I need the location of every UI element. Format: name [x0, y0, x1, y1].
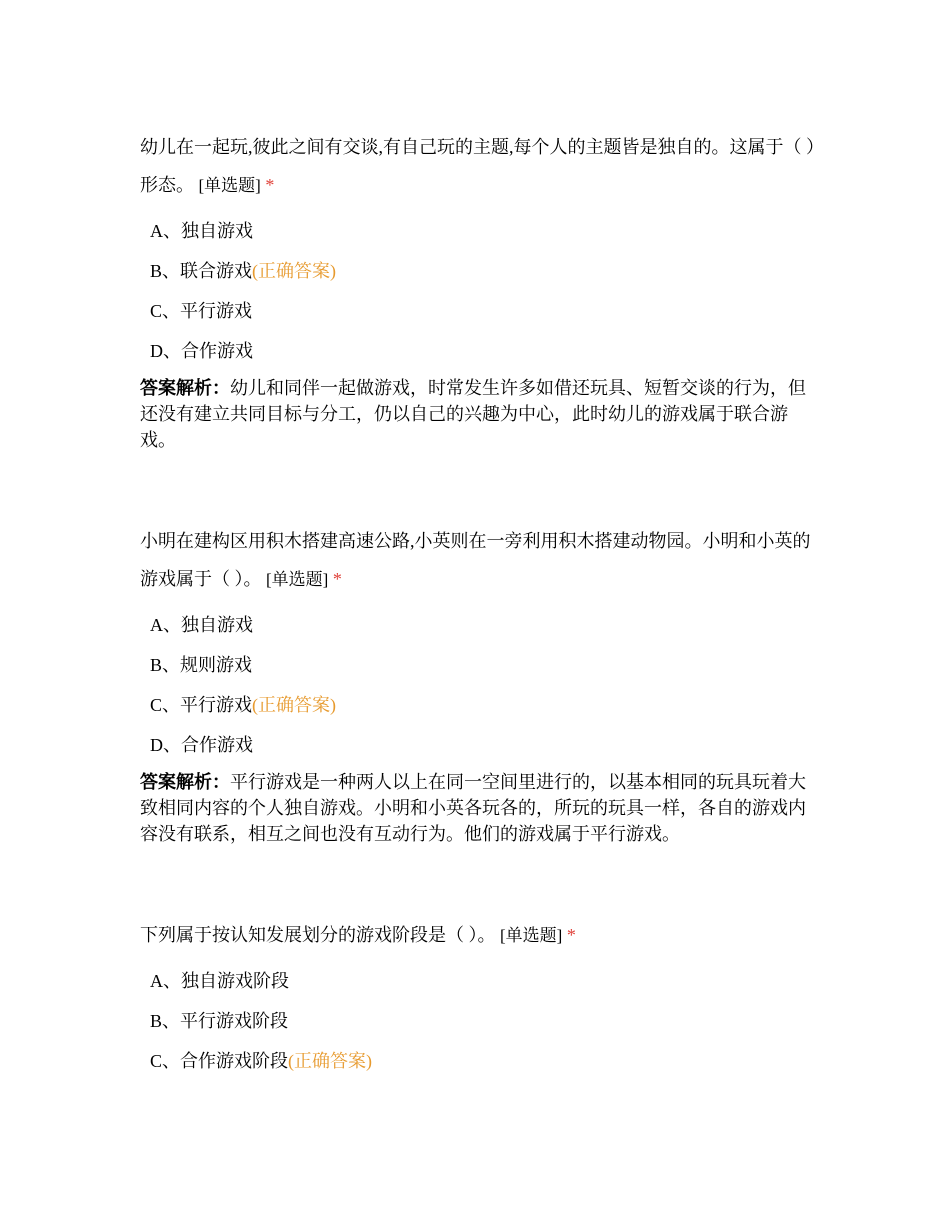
correct-answer-tag: (正确答案): [288, 1051, 373, 1071]
option-label: A、独自游戏阶段: [150, 971, 289, 991]
option-a: [140, 961, 820, 1001]
question-text: [140, 128, 820, 205]
option-c: [140, 291, 820, 331]
option-d: [140, 331, 820, 371]
question-text: [140, 916, 820, 955]
option-label: C、平行游戏: [150, 695, 253, 715]
correct-answer-tag: (正确答案): [252, 261, 337, 281]
question-type: [单选题]: [266, 570, 329, 589]
question-text: [140, 522, 820, 599]
option-c: [140, 1041, 820, 1081]
option-label: B、联合游戏: [150, 261, 253, 281]
option-d: [140, 725, 820, 765]
options-list: [140, 211, 820, 371]
option-label: B、规则游戏: [150, 655, 253, 675]
question-1: [140, 128, 820, 453]
analysis-label: 答案解析：: [140, 378, 230, 398]
question-2: [140, 522, 820, 847]
option-label: B、平行游戏阶段: [150, 1011, 289, 1031]
answer-analysis: [140, 769, 820, 847]
option-label: C、平行游戏: [150, 301, 253, 321]
option-a: [140, 211, 820, 251]
option-label: A、独自游戏: [150, 221, 253, 241]
option-label: D、合作游戏: [150, 735, 253, 755]
required-marker: *: [566, 925, 576, 945]
option-label: D、合作游戏: [150, 341, 253, 361]
question-type: [单选题]: [500, 926, 563, 945]
analysis-text: 平行游戏是一种两人以上在同一空间里进行的，以基本相同的玩具玩着大致相同内容的个人独自游戏。小明和小英各玩各的，所玩的玩具一样，各自的游戏内容没有联系，相互之间也没有互动行为。他们的游戏属于平行游戏。: [140, 772, 806, 844]
options-list: [140, 961, 820, 1081]
option-b: [140, 1001, 820, 1041]
question-stem: 下列属于按认知发展划分的游戏阶段是（ ）。: [140, 925, 496, 945]
question-3: [140, 916, 820, 1081]
option-label: A、独自游戏: [150, 615, 253, 635]
answer-analysis: [140, 375, 820, 453]
option-c: [140, 685, 820, 725]
option-b: [140, 251, 820, 291]
analysis-label: 答案解析：: [140, 772, 230, 792]
correct-answer-tag: (正确答案): [252, 695, 337, 715]
option-b: [140, 645, 820, 685]
question-stem: 小明在建构区用积木搭建高速公路,小英则在一旁利用积木搭建动物园。小明和小英的游戏属于（ ）。: [140, 531, 811, 589]
required-marker: *: [265, 175, 275, 195]
option-a: [140, 605, 820, 645]
required-marker: *: [332, 569, 342, 589]
question-stem: 幼儿在一起玩,彼此之间有交谈,有自己玩的主题,每个人的主题皆是独自的。这属于（ ）形态。: [140, 137, 815, 195]
question-type: [单选题]: [198, 176, 261, 195]
option-label: C、合作游戏阶段: [150, 1051, 289, 1071]
options-list: [140, 605, 820, 765]
analysis-text: 幼儿和同伴一起做游戏，时常发生许多如借还玩具、短暂交谈的行为，但还没有建立共同目标与分工，仍以自己的兴趣为中心，此时幼儿的游戏属于联合游戏。: [140, 378, 806, 450]
